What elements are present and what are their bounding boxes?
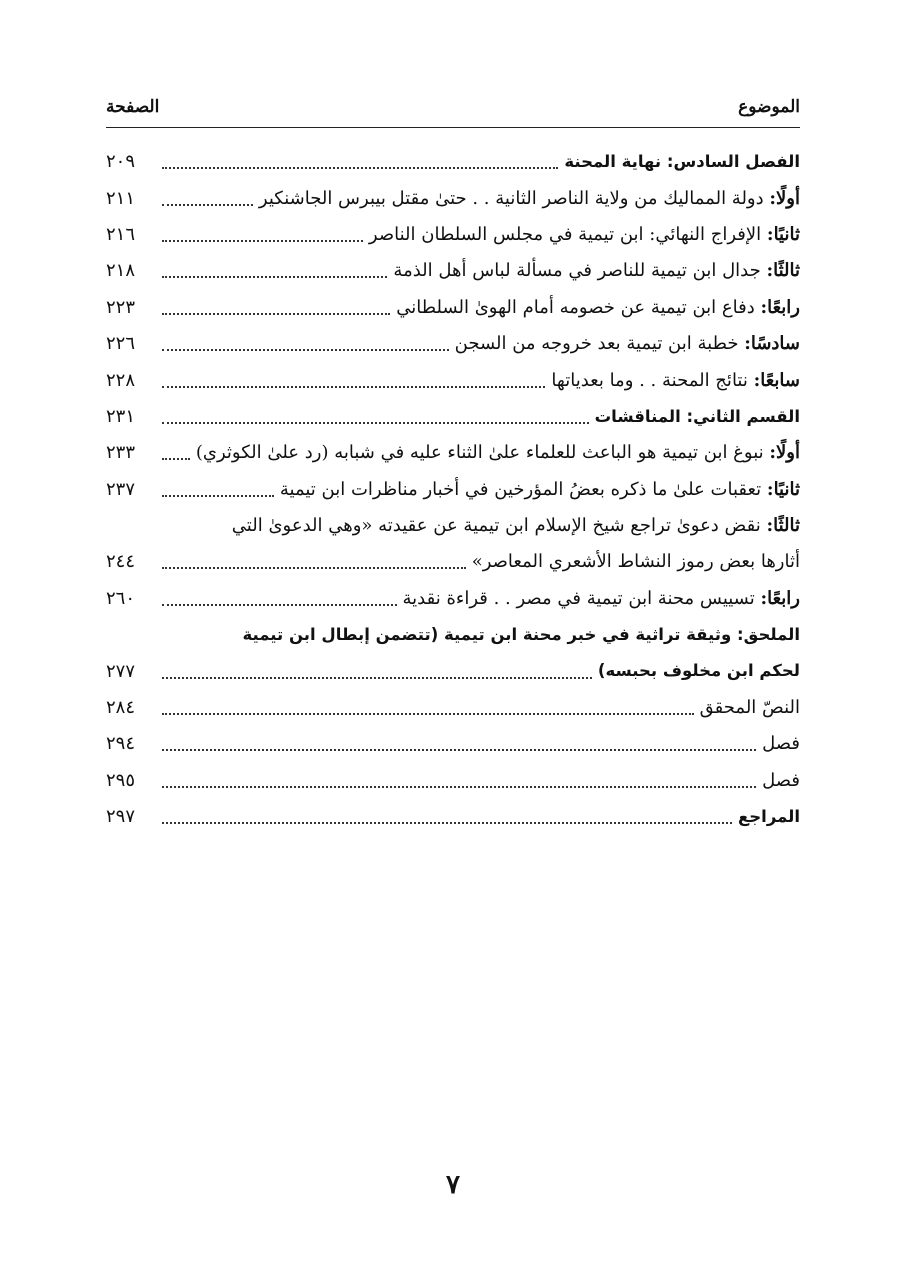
toc-entry-title xyxy=(594,406,800,426)
toc-entry-text: فصل xyxy=(762,733,800,755)
toc-entry-text: الإفراج النهائي: ابن تيمية في مجلس السلطان الناصر xyxy=(368,223,762,245)
dot-leader xyxy=(162,768,756,788)
toc-entry-page: ٢٩٤ xyxy=(106,733,136,755)
toc-entry-text: خطبة ابن تيمية بعد خروجه من السجن xyxy=(454,333,739,355)
dot-leader xyxy=(162,477,274,497)
toc-entry-title xyxy=(551,369,800,391)
toc-entry-ordinal: سادسًا: xyxy=(744,333,800,355)
toc-entry-title xyxy=(402,587,801,609)
toc-entry xyxy=(106,653,800,689)
table-of-contents xyxy=(106,144,800,835)
dot-leader xyxy=(162,549,466,569)
toc-entry-text: لحكم ابن مخلوف بحبسه) xyxy=(597,661,800,681)
toc-entry-page: ٢٠٩ xyxy=(106,151,136,173)
dot-leader xyxy=(162,258,387,278)
dot-leader xyxy=(162,804,732,824)
toc-entry-page: ٢٤٤ xyxy=(106,551,136,573)
toc-entry xyxy=(106,144,800,180)
toc-entry-title xyxy=(598,663,800,680)
toc-entry xyxy=(106,362,800,398)
toc-entry xyxy=(106,617,800,653)
toc-entry-page: ٢٢٦ xyxy=(106,333,136,355)
dot-leader xyxy=(162,404,589,424)
toc-entry-title xyxy=(700,699,800,717)
toc-entry xyxy=(106,290,800,326)
toc-entry xyxy=(106,326,800,362)
toc-entry-ordinal: ثالثًا: xyxy=(766,260,800,282)
toc-entry-text: فصل xyxy=(762,769,800,791)
toc-entry-page: ٢٨٤ xyxy=(106,697,136,719)
toc-entry xyxy=(106,763,800,799)
toc-entry-ordinal: ثانيًا: xyxy=(766,223,800,245)
topic-column-label: الموضوع xyxy=(738,97,800,117)
dot-leader xyxy=(162,731,756,751)
toc-entry-text: الفصل السادس: نهاية المحنة xyxy=(564,151,800,171)
toc-entry-text: تعقبات علىٰ ما ذكره بعضُ المؤرخين في أخبار مناظرات ابن تيمية xyxy=(279,478,762,500)
toc-entry-ordinal: سابعًا: xyxy=(753,369,800,391)
toc-entry-text: النصّ المحقق xyxy=(699,697,800,719)
toc-entry xyxy=(106,399,800,435)
toc-entry-title xyxy=(393,262,800,280)
toc-entry-text: دفاع ابن تيمية عن خصومه أمام الهوىٰ السلطاني xyxy=(396,296,755,318)
toc-entry xyxy=(106,581,800,617)
toc-entry-page: ٢٣٣ xyxy=(106,442,136,464)
dot-leader xyxy=(162,149,558,169)
toc-entry-text: دولة المماليك من ولاية الناصر الثانية . . حتىٰ مقتل بيبرس الجاشنكير xyxy=(258,187,764,209)
toc-entry xyxy=(106,253,800,289)
toc-entry-page: ٢١٨ xyxy=(106,260,136,282)
toc-entry-title xyxy=(762,769,800,791)
toc-entry-ordinal: رابعًا: xyxy=(760,587,800,609)
toc-entry-title xyxy=(396,296,800,318)
toc-entry-title xyxy=(762,735,800,753)
dot-leader xyxy=(162,295,390,315)
toc-entry-title xyxy=(279,478,800,500)
toc-entry-text: أثارها بعض رموز النشاط الأشعري المعاصر» xyxy=(471,551,800,573)
toc-entry-text: المراجع xyxy=(738,806,800,826)
toc-entry-title xyxy=(455,335,800,353)
dot-leader xyxy=(162,695,694,715)
toc-entry-title xyxy=(106,517,800,535)
dot-leader xyxy=(162,586,397,606)
toc-entry-text: نتائج المحنة . . وما بعدياتها xyxy=(551,369,748,391)
toc-entry xyxy=(106,544,800,580)
toc-entry-text: القسم الثاني: المناقشات xyxy=(594,406,800,426)
toc-entry-title xyxy=(106,627,800,644)
page-column-label: الصفحة xyxy=(106,97,160,117)
toc-entry-ordinal: ثالثًا: xyxy=(766,515,800,537)
toc-entry-text: الملحق: وثيقة تراثية في خبر محنة ابن تيمية (تتضمن إبطال ابن تيمية xyxy=(242,625,800,645)
toc-entry xyxy=(106,180,800,216)
toc-entry xyxy=(106,726,800,762)
dot-leader xyxy=(162,222,363,242)
toc-entry-page: ٢٦٠ xyxy=(106,587,136,609)
toc-entry-title xyxy=(738,806,800,826)
toc-entry xyxy=(106,217,800,253)
toc-entry xyxy=(106,690,800,726)
toc-entry-ordinal: ثانيًا: xyxy=(766,478,800,500)
toc-entry-text: تسييس محنة ابن تيمية في مصر . . قراءة نقدية xyxy=(402,587,755,609)
dot-leader xyxy=(162,440,190,460)
toc-entry-page: ٢٢٨ xyxy=(106,369,136,391)
toc-entry-page: ٢١٦ xyxy=(106,223,136,245)
toc-entry-title xyxy=(196,444,800,462)
toc-header xyxy=(106,92,800,122)
toc-entry-title xyxy=(368,223,800,245)
toc-entry-page: ٢٣٧ xyxy=(106,478,136,500)
toc-entry-page: ٢٩٥ xyxy=(106,769,136,791)
toc-entry xyxy=(106,472,800,508)
toc-entry xyxy=(106,435,800,471)
toc-entry-title xyxy=(258,187,800,209)
toc-entry-text: نبوغ ابن تيمية هو الباعث للعلماء علىٰ الثناء عليه في شبابه (رد علىٰ الكوثري) xyxy=(195,442,764,464)
toc-entry-text: جدال ابن تيمية للناصر في مسألة لباس أهل الذمة xyxy=(393,260,761,282)
toc-entry-title xyxy=(564,151,800,171)
toc-entry-page: ٢٧٧ xyxy=(106,660,136,682)
page-number: ٧ xyxy=(446,1170,460,1200)
toc-entry xyxy=(106,799,800,835)
header-rule xyxy=(106,127,800,128)
toc-entry-page: ٢٩٧ xyxy=(106,806,136,828)
dot-leader xyxy=(162,659,592,679)
toc-entry-ordinal: أولًا: xyxy=(769,442,800,464)
toc-entry-title xyxy=(472,553,800,571)
dot-leader xyxy=(162,186,253,206)
toc-entry-text: نقض دعوىٰ تراجع شيخ الإسلام ابن تيمية عن عقيدته «وهي الدعوىٰ التي xyxy=(231,515,761,537)
toc-entry-ordinal: رابعًا: xyxy=(760,296,800,318)
toc-entry-page: ٢٢٣ xyxy=(106,296,136,318)
toc-entry-ordinal: أولًا: xyxy=(769,187,800,209)
dot-leader xyxy=(162,368,545,388)
toc-entry-page: ٢٣١ xyxy=(106,405,136,427)
toc-entry-page: ٢١١ xyxy=(106,187,136,209)
dot-leader xyxy=(162,331,449,351)
toc-entry xyxy=(106,508,800,544)
